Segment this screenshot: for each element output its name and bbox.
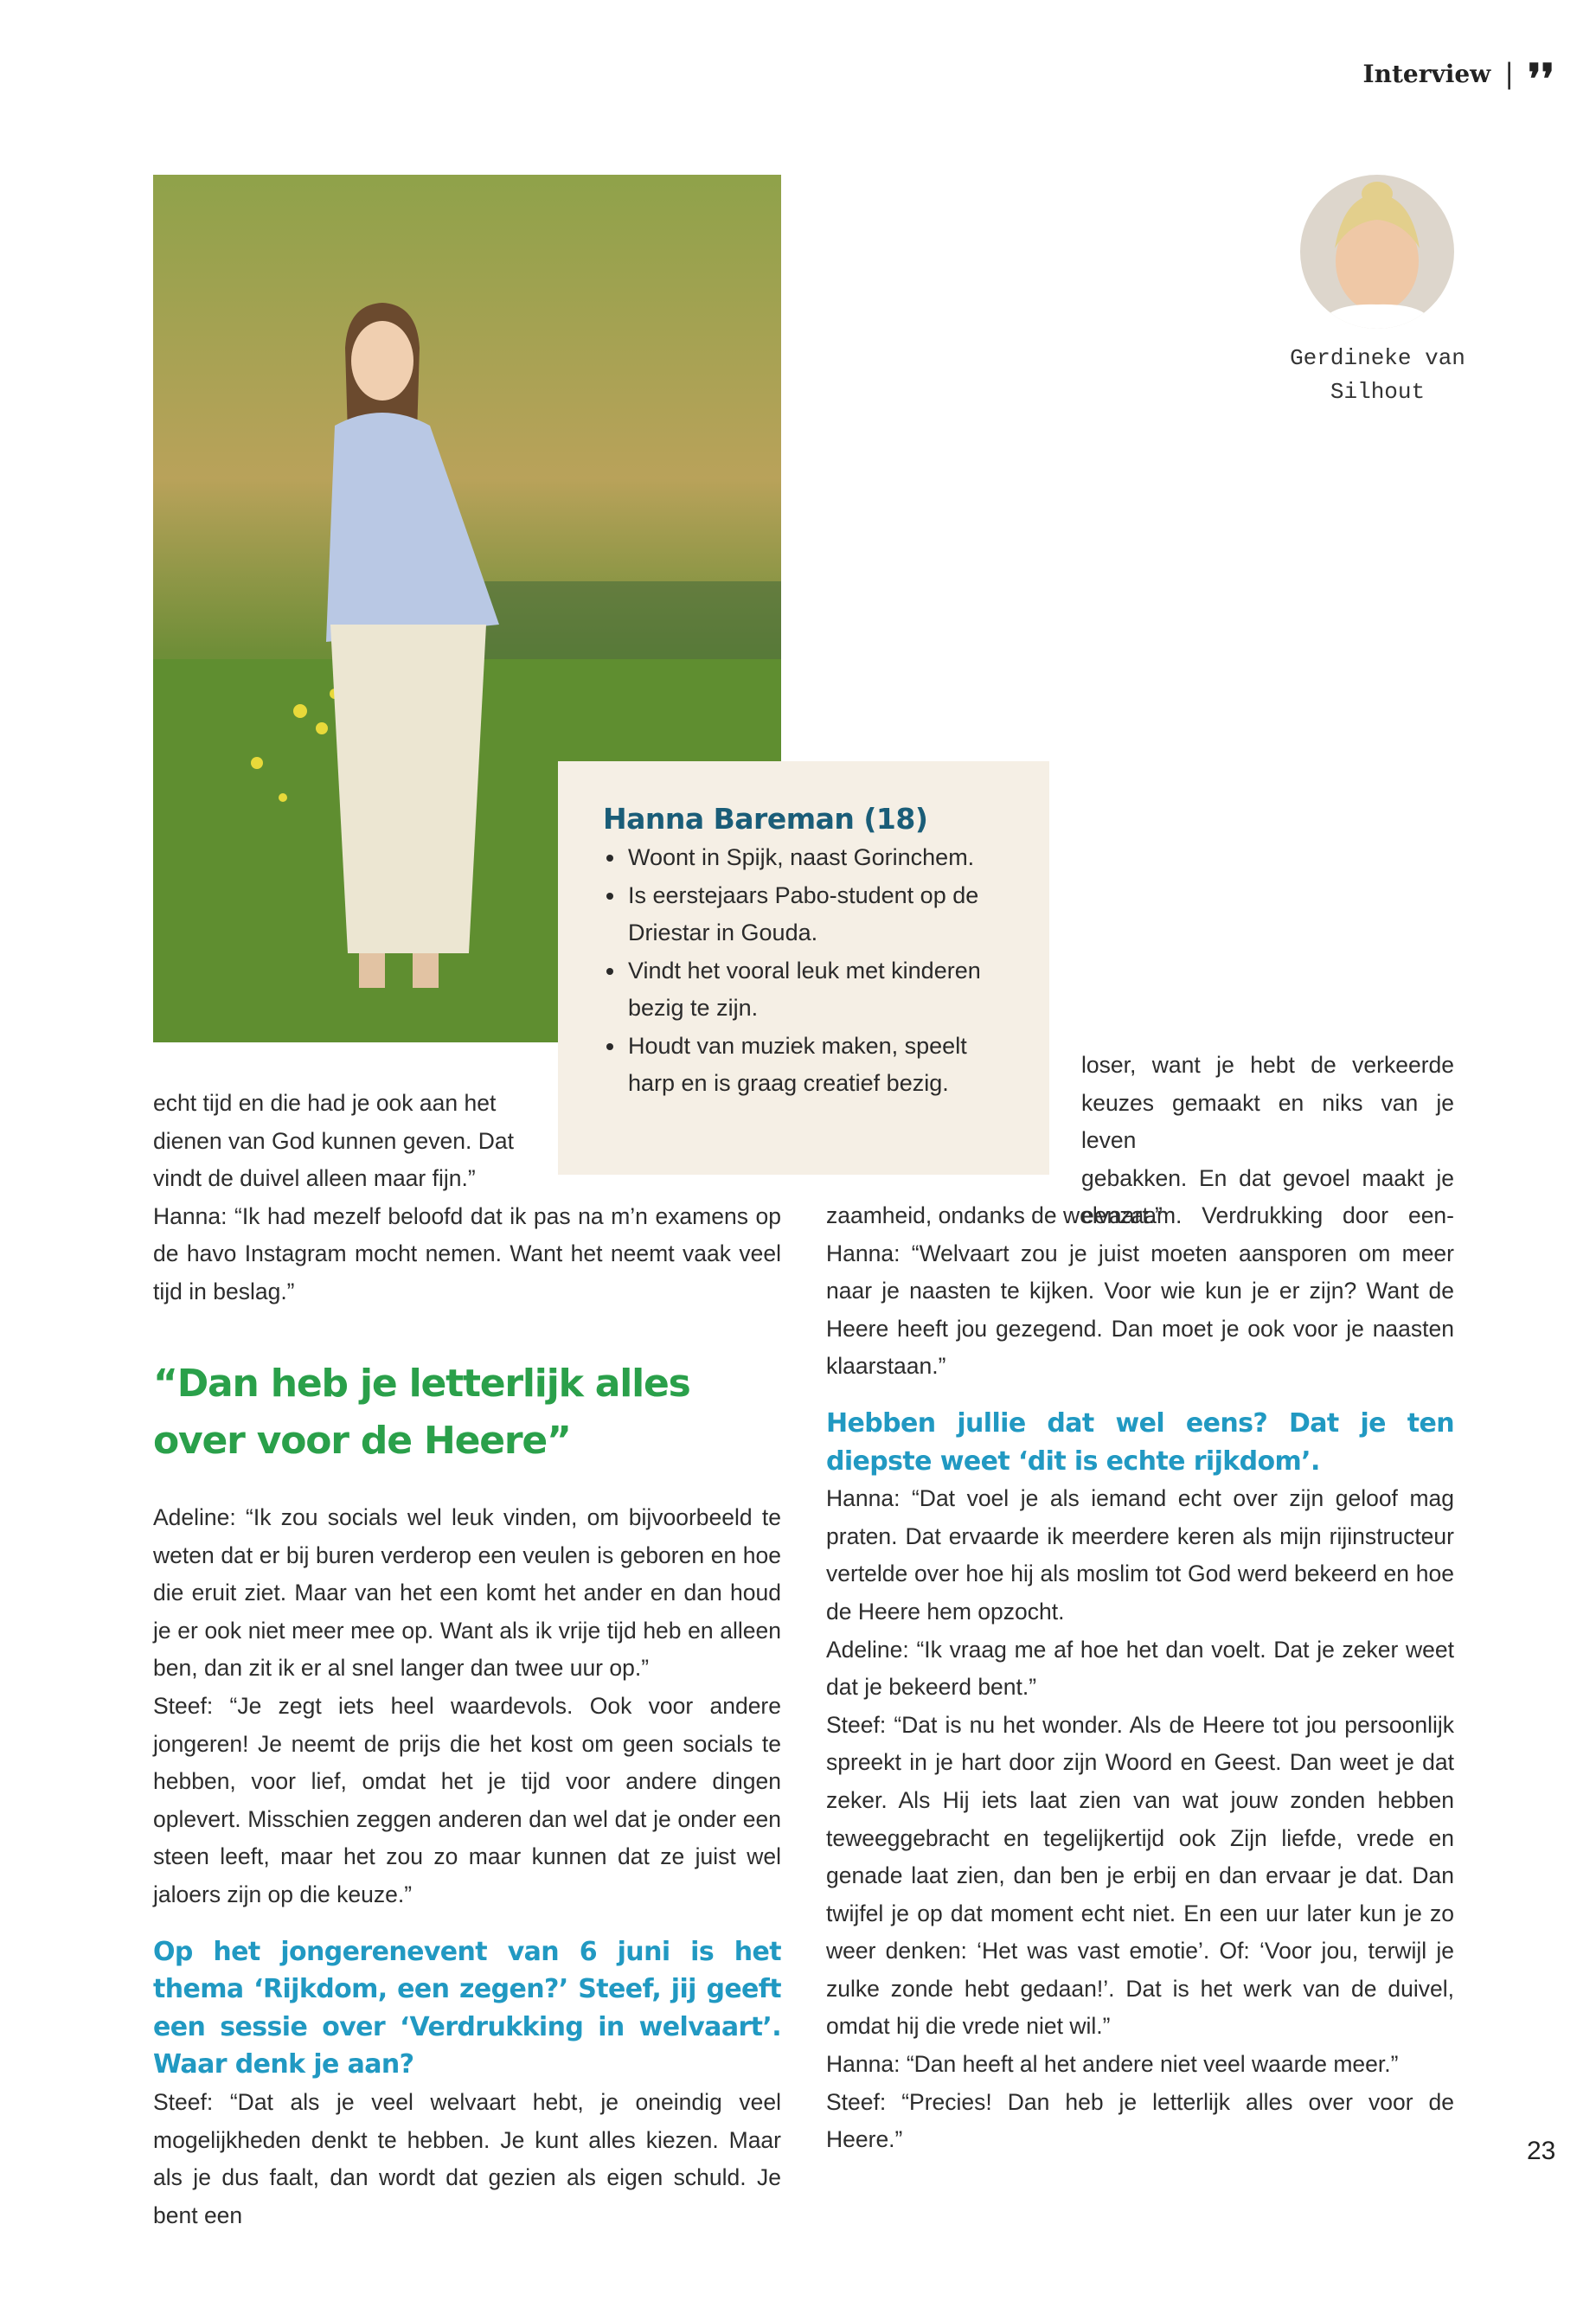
paragraph: Adeline: “Ik zou socials wel leuk vinden, om bijvoorbeeld te weten dat er bij buren verderop een veulen is geboren en hoe die eruit ziet. Maar van het een komt het ander en dan houd je er ook niet meer mee op. Want als ik vrije tijd heb en alleen ben, dan zit ik er al snel langer dan twee uur op.” bbox=[153, 1504, 781, 1682]
paragraph: Steef: “Je zegt iets heel waardevols. Ook voor andere jongeren! Je neemt de prijs die het kost om geen socials te hebben, voor lief, omdat het je tijd voor andere dingen oplevert. Misschien zeggen anderen dan wel dat je onder een steen leeft, maar het zou zo maar kunnen dat ze juist wel jaloers zijn op die keuze.” bbox=[153, 1692, 781, 1907]
infobox-item: • Vindt het vooral leuk met kinderen bezig te zijn. bbox=[626, 952, 1006, 1028]
intro-line: loser, want je hebt de verkeerde bbox=[1081, 1052, 1454, 1078]
intro-line: eenzaam. Verdrukking door een- bbox=[1081, 1202, 1454, 1229]
paragraph: Steef: “Precies! Dan heb je letterlijk alles over voor de Heere.” bbox=[826, 2088, 1454, 2153]
intro-line: echt tijd en die had je ook aan het bbox=[153, 1090, 497, 1116]
interview-question: Op het jongerenevent van 6 juni is het thema ‘Rijkdom, een zegen?’ Steef, jij geeft een sessie over ‘Verdrukking in welvaart’. Waar denk je aan? bbox=[153, 1936, 781, 2080]
page-number: 23 bbox=[1527, 2137, 1556, 2165]
intro-line: gebakken. En dat gevoel maakt je bbox=[1081, 1164, 1454, 1191]
intro-line: dienen van God kunnen geven. Dat bbox=[153, 1127, 514, 1154]
profile-infobox bbox=[558, 761, 1049, 1175]
paragraph: Steef: “Dat is nu het wonder. Als de Heere tot jou persoonlijk spreekt in je hart door zijn Woord en Geest. Dan weet je dat zeker. Als Hij iets laat zien van wat jouw zonden hebben teweeggebracht en tegelijkertijd ook Zijn liefde, vrede en genade laat zien, dan ben je erbij en dan ervaar je dat. Dan twijfel je op dat moment echt niet. En een uur later kun je zo weer denken: ‘Het was vast emotie’. Of: ‘Voor jou, terwijl je zulke zonde hebt gedaan!’. Dat is het werk van de duivel, omdat hij die vrede niet wil.” bbox=[826, 1711, 1454, 2040]
infobox-item: • Houdt van muziek maken, speelt harp en is graag creatief bezig. bbox=[626, 1028, 1006, 1103]
intro-line: vindt de duivel alleen maar fijn.” bbox=[153, 1165, 476, 1192]
pull-quote: “Dan heb je letterlijk alles over voor de Heere” bbox=[153, 1362, 690, 1463]
infobox-title: Hanna Bareman (18) bbox=[603, 802, 928, 836]
header-separator: | bbox=[1504, 57, 1515, 90]
paragraph: Hanna: “Welvaart zou je juist moeten aansporen om meer naar je naasten te kijken. Voor wie kun je er zijn? Want de Heere heeft jou gezegend. Dan moet je ook voor je naasten klaarstaan.” bbox=[826, 1240, 1454, 1380]
quote-icon: ❜❜ bbox=[1528, 59, 1554, 85]
left-column-body bbox=[153, 1499, 781, 2234]
interview-question: Hebben jullie dat wel eens? Dat je ten diepste weet ‘dit is echte rijkdom’. bbox=[826, 1407, 1454, 1477]
paragraph: zaamheid, ondanks de welvaart.” bbox=[826, 1202, 1163, 1228]
paragraph: Hanna: “Ik had mezelf beloofd dat ik pas na m’n examens op de havo Instagram mocht nemen. Want het neemt vaak veel tijd in beslag.” bbox=[153, 1202, 781, 1304]
paragraph: Hanna: “Dan heeft al het andere niet veel waarde meer.” bbox=[826, 2051, 1399, 2078]
infobox-list bbox=[603, 839, 1006, 1103]
right-column bbox=[826, 1197, 1454, 2159]
author-avatar bbox=[1300, 175, 1454, 329]
paragraph: Adeline: “Ik vraag me af hoe het dan voelt. Dat je zeker weet dat je bekeerd bent.” bbox=[826, 1636, 1454, 1701]
paragraph: Steef: “Dat als je veel welvaart hebt, je oneindig veel mogelijkheden denkt te hebben. Je kunt alles kiezen. Maar als je dus faalt, dan wordt dat gezien als eigen schuld. Je bent een bbox=[153, 2088, 781, 2228]
infobox-item: • Woont in Spijk, naast Gorinchem. bbox=[626, 839, 1006, 877]
running-header bbox=[1363, 57, 1555, 90]
paragraph: Hanna: “Dat voel je als iemand echt over zijn geloof mag praten. Dat ervaarde ik meerdere keren als mijn rijinstructeur vertelde over hoe hij als moslim tot God werd bekeerd en hoe de Heere hem opzocht. bbox=[826, 1485, 1454, 1625]
infobox-item: • Is eerstejaars Pabo-student op de Driestar in Gouda. bbox=[626, 877, 1006, 952]
author-name: Gerdineke van Silhout bbox=[1290, 345, 1465, 405]
intro-line: keuzes gemaakt en niks van je leven bbox=[1081, 1089, 1454, 1154]
section-label: Interview bbox=[1362, 59, 1491, 88]
